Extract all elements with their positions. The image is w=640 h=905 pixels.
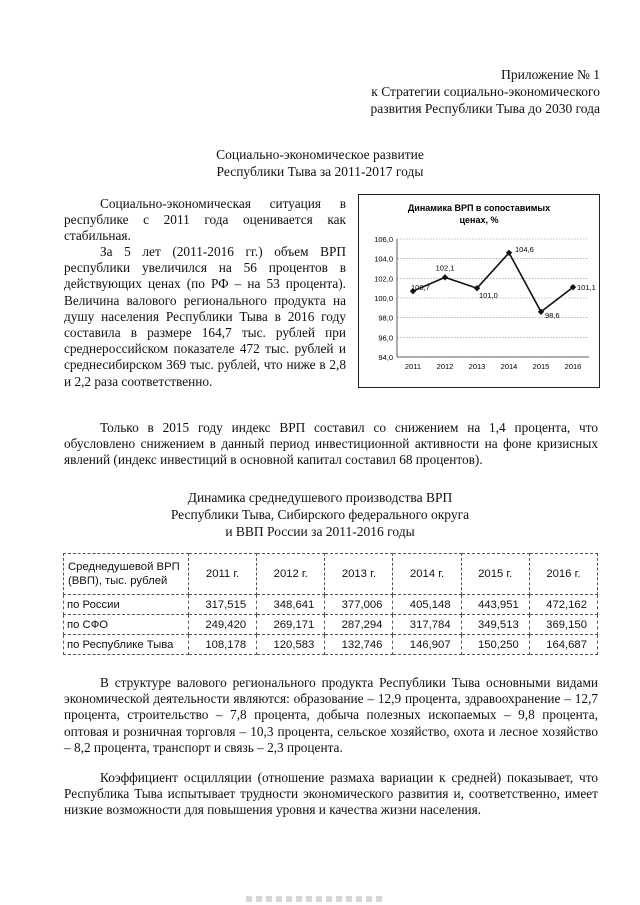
chart-y-tick-label: 96,0	[378, 333, 393, 343]
chart-x-tick-label: 2012	[436, 362, 454, 371]
table-title	[0, 489, 640, 540]
paragraph-3: Только в 2015 году индекс ВРП составил со снижением на 1,4 процента, что обусловлено снижением в данный период инвестиционной активности на фоне кризисных явлений (индекс инвестиций в основной капитал составил 68 процентов).	[64, 420, 598, 468]
table-cell: 405,148	[393, 595, 461, 615]
table-header-row	[64, 554, 598, 595]
row-label: по СФО	[64, 615, 189, 635]
table-cell: 317,784	[393, 615, 461, 635]
table-row	[64, 595, 598, 615]
section-title	[0, 146, 640, 180]
table-cell: 269,171	[257, 615, 325, 635]
chart-x-tick-label: 2011	[404, 362, 422, 371]
chart-data-label: 101,1	[577, 283, 596, 293]
chart-data-label: 104,6	[515, 244, 534, 254]
table-row	[64, 615, 598, 635]
table-header-year: 2013 г.	[325, 554, 393, 595]
paragraph-2: За 5 лет (2011-2016 гг.) объем ВРП республики увеличился на 56 процентов в действующих ценах (по РФ – на 53 процента). Величина валового регионального продукта на душу населения Республики Тыва в 2016 году составила в размере 164,7 тыс. рублей при среднероссийском показателе 472 тыс. рублей и среднесибирском 369 тыс. рублей, что ниже в 2,8 и 2,2 раза соответственно.	[64, 244, 346, 389]
row-label: по России	[64, 595, 189, 615]
chart-y-tick-label: 104,0	[374, 254, 393, 264]
row-label: по Республике Тыва	[64, 635, 189, 655]
table-header-indicator: Среднедушевой ВРП (ВВП), тыс. рублей	[64, 554, 189, 595]
paragraph-5: Коэффициент осцилляции (отношение размаха вариации к средней) показывает, что Республика Тыва испытывает трудности экономического развития и, соответственно, имеет низкие возможности для повышения уровня и качества жизни населения.	[64, 770, 598, 818]
table-row	[64, 635, 598, 655]
chart-x-tick-label: 2016	[564, 362, 582, 371]
table-cell: 146,907	[393, 635, 461, 655]
chart-data-label: 102,1	[435, 263, 455, 273]
chart-data-labels	[411, 245, 596, 320]
section-title-line2: Республики Тыва за 2011-2017 годы	[216, 164, 424, 179]
chart-y-axis	[374, 235, 393, 362]
table-cell: 287,294	[325, 615, 393, 635]
table-header-year: 2011 г.	[189, 554, 257, 595]
chart-point	[442, 274, 448, 280]
table-header-year: 2015 г.	[461, 554, 529, 595]
appendix-header	[300, 66, 600, 117]
table-cell: 443,951	[461, 595, 529, 615]
table-cell: 348,641	[257, 595, 325, 615]
chart-y-tick-label: 94,0	[378, 353, 393, 362]
chart-title-line1: Динамика ВРП в сопоставимых	[407, 203, 551, 213]
table-header-year: 2012 г.	[257, 554, 325, 595]
appendix-subtitle-line2: развития Республики Тыва до 2030 года	[370, 101, 600, 116]
table-header-year: 2014 г.	[393, 554, 461, 595]
appendix-number: Приложение № 1	[501, 67, 600, 82]
gdp-index-chart	[358, 194, 600, 388]
table-cell: 472,162	[529, 595, 597, 615]
appendix-subtitle-line1: к Стратегии социально-экономического	[371, 84, 600, 99]
table-cell: 120,583	[257, 635, 325, 655]
chart-y-tick-label: 98,0	[378, 313, 393, 323]
chart-x-axis	[405, 362, 581, 371]
paragraph-1: Социально-экономическая ситуация в республике с 2011 года оценивается как стабильная.	[64, 196, 346, 244]
table-cell: 369,150	[529, 615, 597, 635]
table-cell: 349,513	[461, 615, 529, 635]
chart-y-tick-label: 106,0	[374, 235, 393, 244]
table-cell: 377,006	[325, 595, 393, 615]
chart-y-tick-label: 100,0	[374, 294, 393, 303]
table-cell: 317,515	[189, 595, 257, 615]
table-cell: 164,687	[529, 635, 597, 655]
chart-y-tick-label: 102,0	[374, 274, 393, 284]
paragraph-4: В структуре валового регионального продукта Республики Тыва основными видами экономической деятельности являются: образование – 12,9 процента, здравоохранение – 12,7 процента, строительство – 7,8 процента, добыча полезных ископаемых – 9,8 процента, оптовая и розничная торговля – 10,3 процента, сельское хозяйство, охота и лесное хозяйство – 8,2 процента, транспорт и связь – 2,3 процента.	[64, 675, 598, 755]
chart-x-tick-label: 2013	[468, 362, 486, 371]
chart-data-label: 101,0	[479, 291, 498, 301]
chart-data-label: 100,7	[411, 283, 430, 293]
table-title-line1: Динамика среднедушевого производства ВРП	[187, 490, 453, 505]
table-title-line2: Республики Тыва, Сибирского федерального округа	[170, 507, 470, 522]
table-cell: 249,420	[189, 615, 257, 635]
gdp-per-capita-table	[63, 553, 598, 655]
chart-series-line	[413, 253, 573, 312]
chart-svg	[359, 195, 599, 387]
chart-title-line2: ценах, %	[459, 215, 499, 225]
table-cell: 150,250	[461, 635, 529, 655]
section-title-line1: Социально-экономическое развитие	[216, 147, 424, 162]
table-cell: 108,178	[189, 635, 257, 655]
table-header-year: 2016 г.	[529, 554, 597, 595]
chart-x-tick-label: 2015	[532, 362, 550, 371]
table-cell: 132,746	[325, 635, 393, 655]
table-title-line3: и ВВП России за 2011-2016 годы	[225, 524, 415, 539]
chart-data-label: 98,6	[545, 310, 560, 320]
scan-footer-mark	[246, 896, 386, 902]
chart-x-tick-label: 2014	[500, 362, 518, 371]
